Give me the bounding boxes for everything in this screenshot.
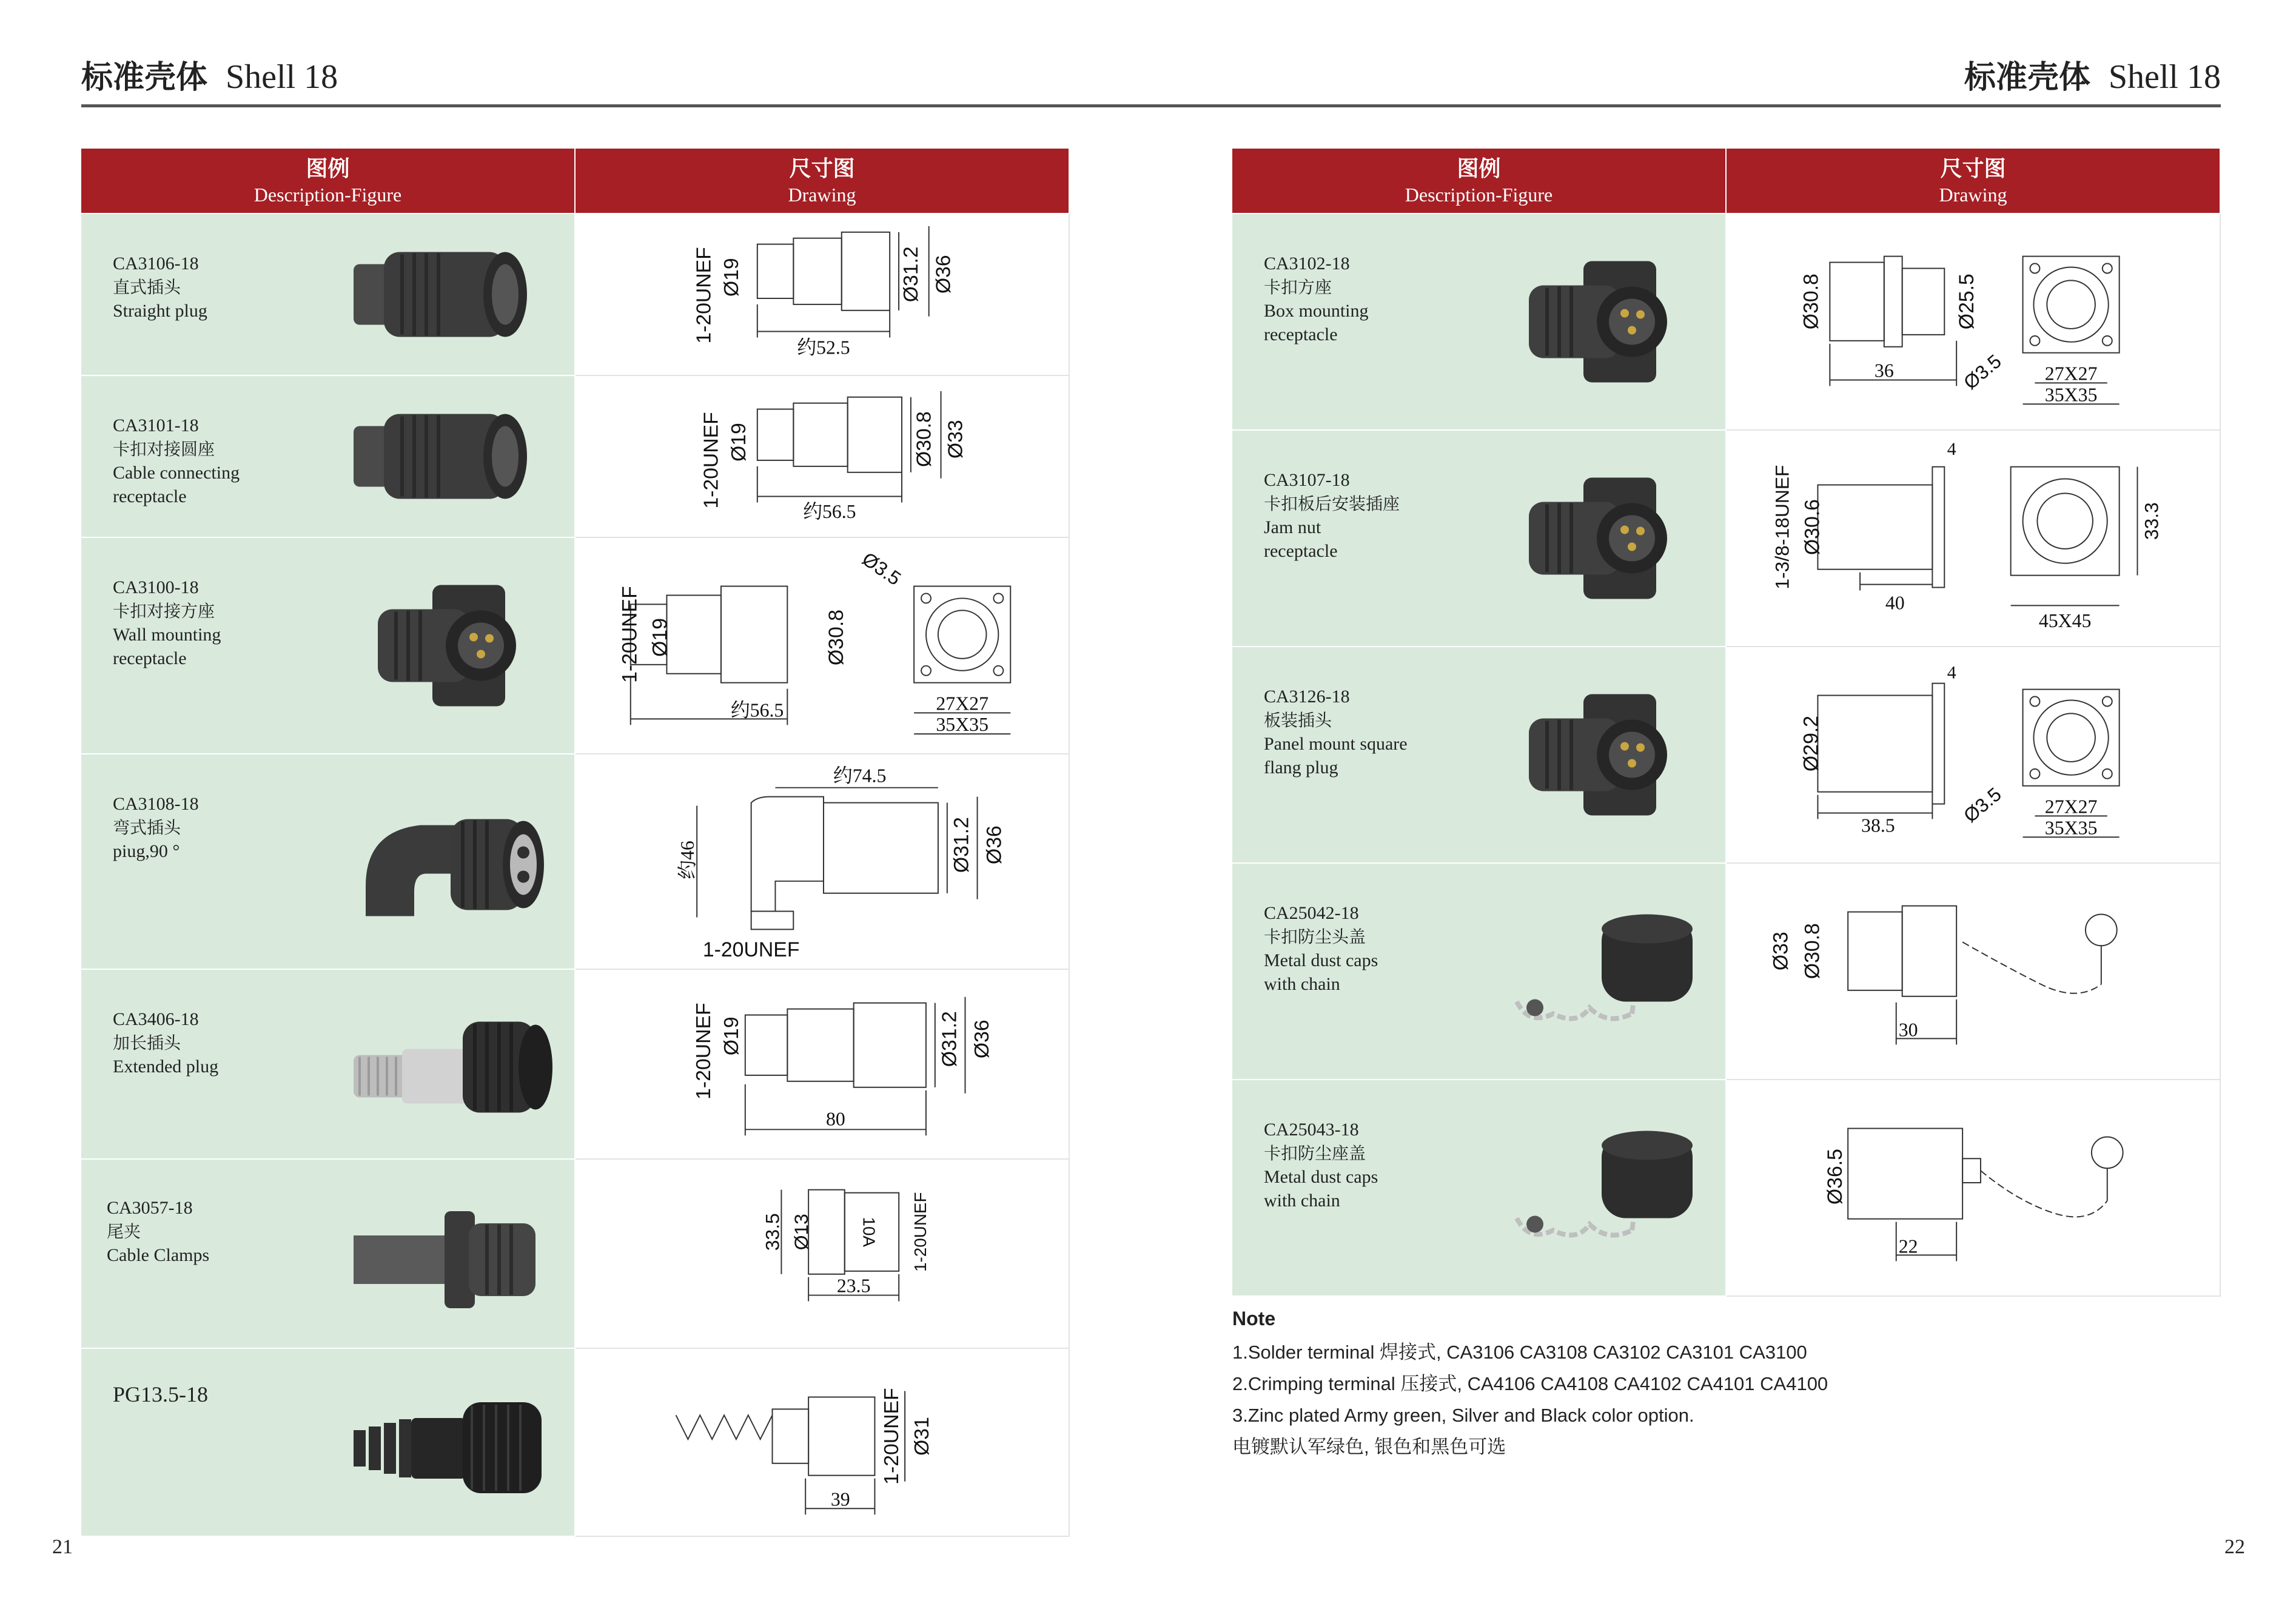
product-name-en: Extended plug [113, 1057, 219, 1077]
dim-d3: Ø36 [982, 825, 1006, 865]
dim-d2: Ø31.2 [938, 1011, 961, 1067]
dim-d1: Ø19 [719, 1016, 743, 1056]
page-title-left-en: Shell 18 [226, 58, 338, 96]
dim-d1: Ø33 [1769, 932, 1793, 971]
product-name-en: receptacle [113, 486, 187, 506]
connector-photo [341, 1362, 560, 1522]
dim-d1: Ø19 [648, 618, 672, 657]
dim-length: 38.5 [1861, 815, 1895, 836]
dim-thread: 1-3/8-18UNEF [1771, 465, 1793, 590]
product-description [81, 1348, 575, 1536]
dim-d1: Ø29.2 [1799, 716, 1823, 772]
product-description [81, 969, 575, 1159]
header-description-figure [1232, 148, 1726, 213]
page-number-right: 22 [2224, 1536, 2245, 1558]
product-description [1232, 647, 1726, 863]
product-model: CA3108-18 [113, 794, 199, 814]
product-text [113, 576, 221, 670]
page-title-right [1964, 56, 2221, 99]
product-model: CA3057-18 [107, 1198, 193, 1218]
product-description [1232, 863, 1726, 1080]
product-name-zh: 弯式插头 [113, 818, 181, 838]
product-text [113, 792, 199, 863]
connector-photo [1492, 877, 1711, 1066]
dim-thread: 1-20UNEF [692, 247, 716, 344]
dim-d1: Ø19 [727, 423, 750, 462]
page-title-left [81, 56, 338, 99]
product-name-en: with chain [1264, 1191, 1340, 1211]
product-description [1232, 430, 1726, 647]
page-title-right-en: Shell 18 [2108, 58, 2221, 96]
product-text [113, 1383, 208, 1406]
product-name-en: Metal dust caps [1264, 950, 1378, 970]
dim-d1: Ø36.5 [1824, 1149, 1847, 1205]
note-line: 3.Zinc plated Army green, Silver and Black color option. [1232, 1405, 1694, 1426]
dim-square-outer: 35X35 [936, 714, 989, 736]
connector-photo [1492, 444, 1711, 633]
drawing-svg [1727, 864, 2220, 1079]
table-row [81, 1348, 1069, 1536]
drawing-svg [1727, 214, 2220, 429]
dim-d1: Ø30.8 [1799, 274, 1823, 330]
dim-hole: Ø3.5 [1959, 783, 2006, 827]
dimension-drawing [1726, 1080, 2220, 1296]
product-name-zh: 卡扣板后安装插座 [1264, 494, 1400, 514]
product-text [1264, 685, 1408, 779]
drawing-svg [576, 1160, 1069, 1348]
dimension-drawing [1726, 213, 2220, 430]
dim-d3: Ø36 [931, 255, 955, 294]
product-text [113, 252, 207, 323]
product-model: CA3107-18 [1264, 470, 1350, 490]
product-name-en: flang plug [1264, 758, 1338, 778]
dim-d2: Ø25.5 [1955, 274, 1978, 330]
product-description [1232, 1080, 1726, 1296]
product-model: CA3126-18 [1264, 687, 1350, 707]
product-name-zh: 直式插头 [113, 277, 181, 297]
connector-photo [1492, 227, 1711, 416]
table-row [81, 1159, 1069, 1348]
header-col2-zh: 尺寸图 [789, 156, 855, 181]
table-row [1232, 1080, 2220, 1296]
page-title-left-zh: 标准壳体 [81, 59, 208, 96]
dim-d3: Ø33 [944, 420, 967, 459]
dimension-drawing [575, 537, 1069, 754]
dim-hole: Ø3.5 [858, 548, 905, 590]
drawing-svg [1727, 647, 2220, 862]
product-text [1264, 1118, 1378, 1212]
product-model: CA25042-18 [1264, 903, 1359, 923]
product-model: CA3106-18 [113, 254, 199, 274]
drawing-svg [576, 214, 1069, 375]
drawing-svg [1727, 1080, 2220, 1295]
dimension-drawing [1726, 647, 2220, 863]
dim-d3: Ø31 [910, 1417, 933, 1456]
notes-section [1232, 1303, 1828, 1463]
drawing-svg [576, 376, 1069, 537]
dim-d1: Ø30.6 [1801, 499, 1824, 556]
table-row [81, 537, 1069, 754]
product-name-zh: 卡扣方座 [1264, 277, 1332, 297]
dim-top-length: 约74.5 [833, 765, 887, 787]
drawing-svg [576, 970, 1069, 1158]
page-title-right-zh: 标准壳体 [1964, 59, 2090, 96]
dim-d2: Ø31.2 [899, 246, 922, 303]
dim-length: 80 [825, 1108, 845, 1130]
product-name-en: receptacle [1264, 324, 1338, 344]
dim-flange: 4 [1947, 662, 1956, 683]
product-name-zh: 尾夹 [107, 1221, 141, 1242]
dim-square: 45X45 [2038, 610, 2092, 632]
header-col2-zh: 尺寸图 [1940, 156, 2006, 181]
table-row [1232, 863, 2220, 1080]
product-name-en: piug,90 ° [113, 841, 180, 861]
dim-d2: Ø30.8 [912, 411, 936, 468]
header-col1-zh: 图例 [1457, 156, 1501, 181]
product-model: CA25043-18 [1264, 1120, 1359, 1140]
product-name-en: with chain [1264, 974, 1340, 994]
header-rule-left [81, 104, 1172, 107]
dim-length: 40 [1885, 592, 1905, 614]
dim-d2: Ø30.8 [824, 610, 848, 666]
dim-hole: Ø3.5 [1959, 350, 2006, 394]
product-text [1264, 468, 1400, 563]
dim-d2: Ø30.8 [1801, 923, 1824, 980]
header-col2-en: Drawing [788, 184, 856, 206]
dim-height: 33.5 [761, 1213, 784, 1251]
dimension-drawing [575, 1348, 1069, 1536]
product-name-en: Metal dust caps [1264, 1167, 1378, 1187]
dim-square-inner: 27X27 [2044, 363, 2098, 385]
product-description [81, 754, 575, 969]
connector-photo [341, 1173, 560, 1334]
product-name-en: Wall mounting [113, 625, 221, 645]
product-name-en: Straight plug [113, 301, 207, 321]
dim-length: 约56.5 [803, 501, 856, 523]
connector-photo [341, 551, 560, 740]
connector-photo [341, 768, 560, 955]
product-name-en: receptacle [1264, 541, 1338, 561]
dimension-drawing [575, 754, 1069, 969]
dim-length: 30 [1898, 1019, 1918, 1041]
dim-length: 约56.5 [730, 699, 784, 721]
table-row [1232, 213, 2220, 430]
dim-d2: Ø31.2 [950, 817, 973, 873]
dim-d3: Ø36 [970, 1020, 994, 1059]
dim-height: 约46 [677, 841, 699, 879]
dim-square-inner: 27X27 [2044, 796, 2098, 818]
dimension-drawing [575, 213, 1069, 375]
product-description [1232, 213, 1726, 430]
dimension-drawing [1726, 863, 2220, 1080]
header-drawing [575, 148, 1069, 213]
connector-photo [341, 389, 560, 523]
drawing-svg [1727, 431, 2220, 646]
note-line: 电镀默认军绿色, 银色和黑色可选 [1232, 1436, 1506, 1457]
dim-thread: 1-20UNEF [699, 412, 723, 509]
product-description [81, 537, 575, 754]
table-row [1232, 647, 2220, 863]
dimension-drawing [575, 969, 1069, 1159]
dim-thread: 1-20UNEF [618, 586, 642, 683]
product-name-en: Jam nut [1264, 517, 1321, 537]
dim-d1: Ø19 [720, 258, 744, 297]
dim-thread: 1-20UNEF [880, 1388, 904, 1485]
product-name-en: receptacle [113, 648, 187, 668]
connector-photo [341, 983, 560, 1145]
header-drawing [1726, 148, 2220, 213]
product-name-zh: 卡扣对接圆座 [113, 439, 215, 459]
dim-length: 22 [1898, 1235, 1918, 1257]
dim-length: 36 [1874, 360, 1894, 381]
dim-thread: 1-20UNEF [702, 938, 800, 962]
drawing-svg [576, 538, 1069, 753]
product-text [113, 414, 240, 508]
dim-length: 23.5 [836, 1275, 871, 1297]
dimension-drawing [1726, 430, 2220, 647]
product-text [107, 1196, 209, 1267]
product-text [1264, 901, 1378, 996]
dim-thread: 1-20UNEF [692, 1003, 716, 1100]
connector-photo [1492, 1094, 1711, 1282]
product-name-zh: 板装插头 [1264, 710, 1332, 730]
dimension-drawing [575, 375, 1069, 537]
product-text [113, 1007, 218, 1078]
product-name-en: Panel mount square [1264, 734, 1408, 754]
table-row [81, 969, 1069, 1159]
dim-length: 约52.5 [797, 337, 850, 358]
dim-square-outer: 35X35 [2044, 817, 2098, 839]
header-col1-en: Description-Figure [1405, 184, 1553, 206]
dim-d1: Ø13 [790, 1214, 813, 1251]
product-description [81, 213, 575, 375]
header-col1-zh: 图例 [306, 156, 350, 181]
product-name-en: Cable Clamps [107, 1245, 210, 1265]
product-description [81, 375, 575, 537]
note-line: 1.Solder terminal 焊接式, CA3106 CA3108 CA3102 CA3101 CA3100 [1232, 1342, 1807, 1363]
drawing-svg [576, 1349, 1069, 1536]
product-name-zh: 卡扣防尘头盖 [1264, 927, 1366, 947]
dim-mark: 10A [859, 1217, 879, 1247]
product-model: PG13.5-18 [113, 1382, 209, 1406]
product-name-zh: 加长插头 [113, 1033, 181, 1053]
dim-height: 33.3 [2140, 502, 2163, 540]
dimension-drawing [575, 1159, 1069, 1348]
connector-photo [341, 227, 560, 361]
product-model: CA3406-18 [113, 1009, 199, 1029]
header-col2-en: Drawing [1939, 184, 2007, 206]
page-number-left: 21 [52, 1536, 73, 1558]
product-name-en: Box mounting [1264, 301, 1369, 321]
product-name-zh: 卡扣对接方座 [113, 601, 215, 621]
product-text [1264, 252, 1369, 346]
drawing-svg [576, 754, 1069, 969]
dim-square-inner: 27X27 [936, 693, 989, 714]
dim-thread: 1-20UNEF [910, 1192, 930, 1272]
table-row [81, 213, 1069, 375]
connector-photo [1492, 660, 1711, 849]
header-rule-right [1172, 104, 2221, 107]
product-name-en: Cable connecting [113, 463, 240, 483]
notes-title: Note [1232, 1308, 1276, 1329]
table-row [1232, 430, 2220, 647]
header-description-figure [81, 148, 575, 213]
product-name-zh: 卡扣防尘座盖 [1264, 1143, 1366, 1163]
dim-length: 39 [830, 1488, 850, 1510]
table-row [81, 375, 1069, 537]
dim-square-outer: 35X35 [2044, 384, 2098, 406]
product-model: CA3101-18 [113, 415, 199, 435]
product-model: CA3100-18 [113, 577, 199, 597]
table-row [81, 754, 1069, 969]
header-col1-en: Description-Figure [253, 184, 402, 206]
product-description [81, 1159, 575, 1348]
dim-flange: 4 [1947, 439, 1956, 459]
product-model: CA3102-18 [1264, 254, 1350, 274]
note-line: 2.Crimping terminal 压接式, CA4106 CA4108 CA4102 CA4101 CA4100 [1232, 1373, 1828, 1394]
catalog-table-left [80, 147, 1070, 1537]
catalog-table-right [1231, 147, 2221, 1297]
